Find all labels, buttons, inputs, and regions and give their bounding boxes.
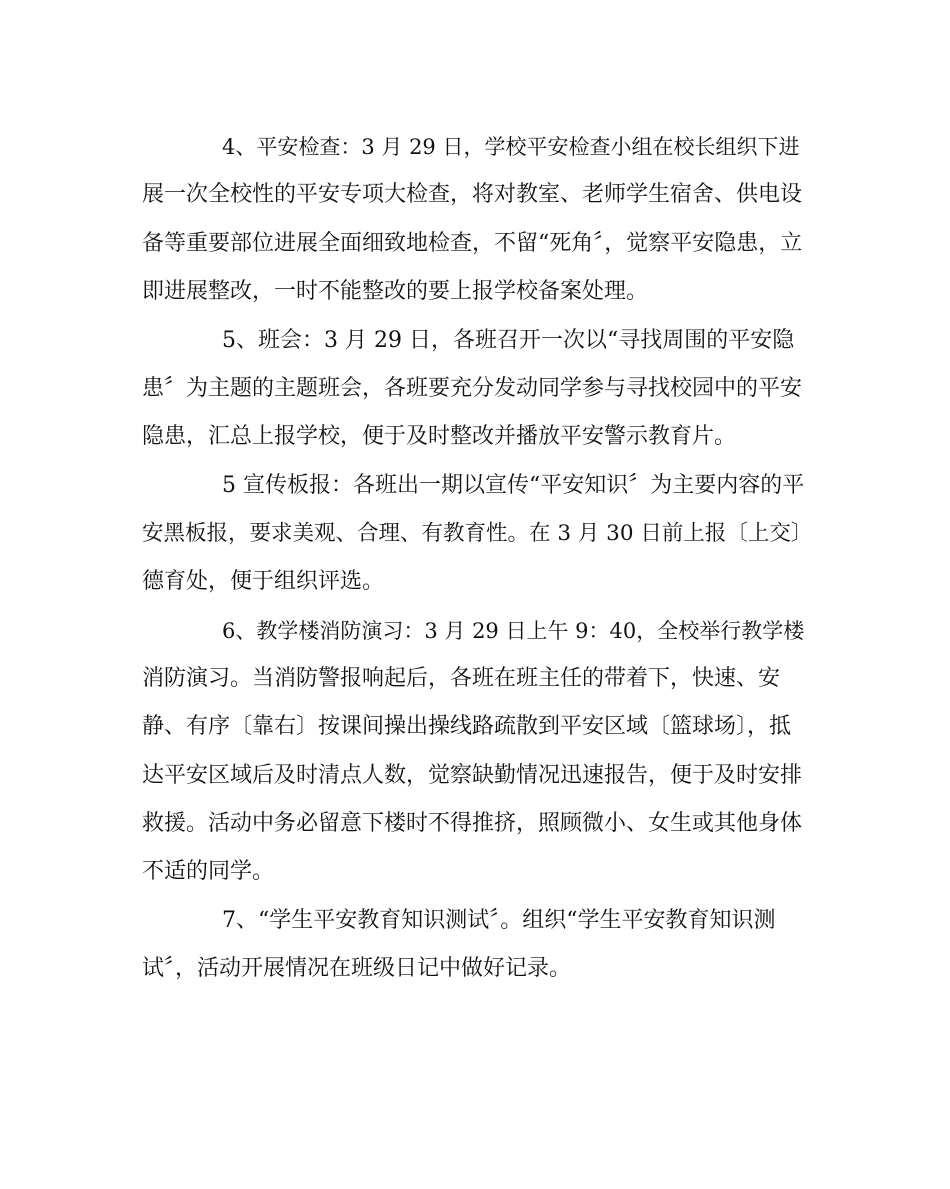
text-line: 展一次全校性的平安专项大检查，将对教室、老师学生宿舍、供电设 <box>142 182 803 207</box>
text-line: 7、“学生平安教育知识测试〞。组织“学生平安教育知识测 <box>222 908 776 933</box>
text-line: 消防演习。当消防警报响起后，各班在班主任的带着下，快速、安 <box>142 666 781 691</box>
text-line: 患〞为主题的主题班会，各班要充分发动同学参与寻找校园中的平安 <box>142 376 803 401</box>
text-line: 救援。活动中务必留意下楼时不得推挤，照顾微小、女生或其他身体 <box>142 811 803 836</box>
text-line: 德育处，便于组织评选。 <box>142 569 385 594</box>
text-line: 试〞，活动开展情况在班级日记中做好记录。 <box>142 956 572 981</box>
text-line: 5 宣传板报：各班出一期以宣传“平安知识〞为主要内容的平 <box>222 473 805 498</box>
text-line: 安黑板报，要求美观、合理、有教育性。在 3 月 30 日前上报〔上交〕 <box>142 521 813 546</box>
text-line: 静、有序〔靠右〕按课间操出操线路疏散到平安区域〔篮球场〕，抵 <box>142 714 792 739</box>
text-line: 达平安区域后及时清点人数，觉察缺勤情况迅速报告，便于及时安排 <box>142 763 803 788</box>
text-line: 即进展整改，一时不能整改的要上报学校备案处理。 <box>142 279 649 304</box>
text-line: 5、班会：3 月 29 日，各班召开一次以“寻找周围的平安隐 <box>222 328 795 353</box>
text-line: 6、教学楼消防演习：3 月 29 日上午 9：40，全校举行教学楼 <box>222 619 805 643</box>
text-line: 隐患，汇总上报学校，便于及时整改并播放平安警示教育片。 <box>142 424 737 449</box>
text-line: 不适的同学。 <box>142 859 275 884</box>
text-line: 备等重要部位进展全面细致地检查，不留“死角〞，觉察平安隐患，立 <box>142 231 803 256</box>
text-line: 4、平安检查：3 月 29 日，学校平安检查小组在校长组织下进 <box>222 135 800 159</box>
